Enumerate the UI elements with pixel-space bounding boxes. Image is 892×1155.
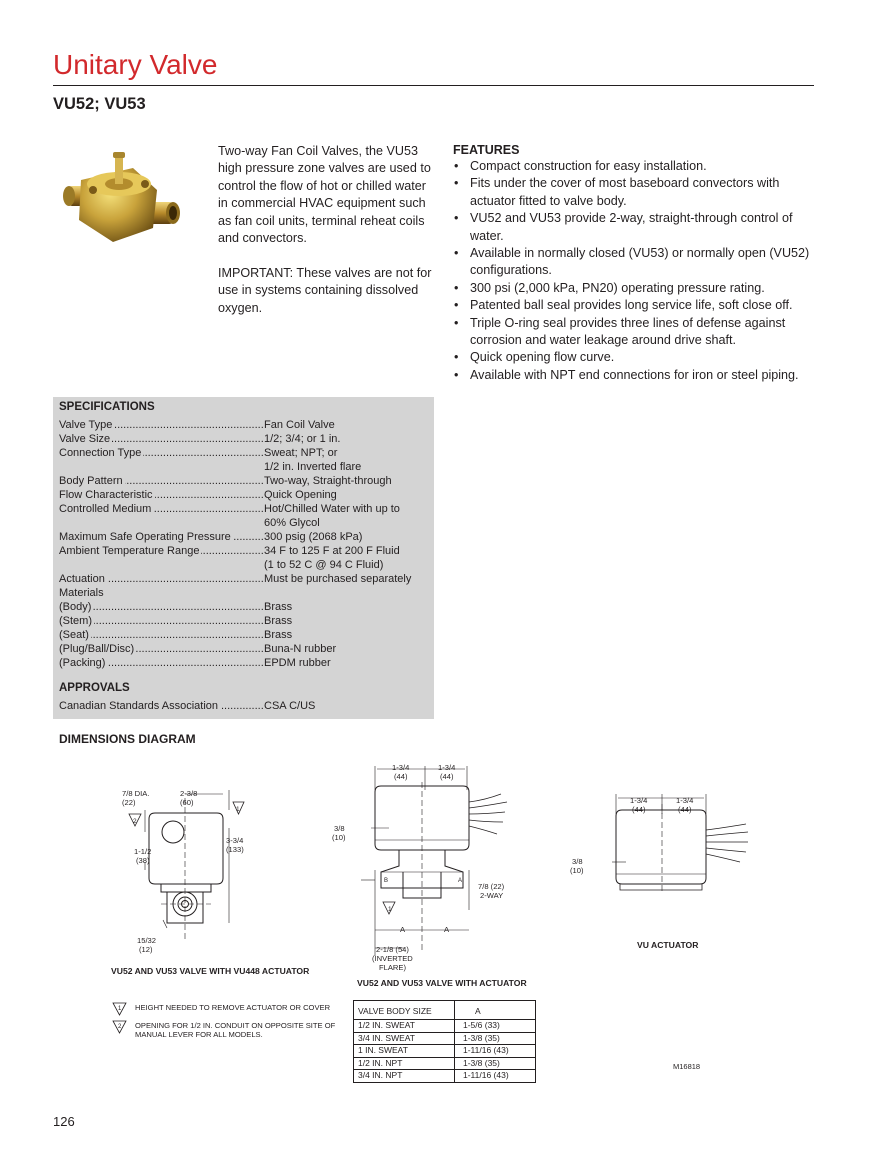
note-text: OPENING FOR 1/2 IN. CONDUIT ON OPPOSITE SITE OF MANUAL LEVER FOR ALL MODELS. — [135, 1021, 336, 1039]
fig1-center-label: 1-1/2 — [134, 847, 152, 856]
fig2-note1-marker: 1 — [388, 906, 392, 913]
fig3-caption: VU ACTUATOR — [637, 940, 699, 950]
intro-important: IMPORTANT: These valves are not for use in systems containing dissolved oxygen. — [218, 265, 432, 315]
intro-description: Two-way Fan Coil Valves, the VU53 high pressure zone valves are used to control the flow of hot or chilled water in commercial HVAC equipment such as fan coil units, terminal reheat coils and convectors. — [218, 144, 431, 246]
table-row — [354, 1020, 536, 1033]
fig2-drawing — [345, 760, 525, 960]
fig1-width-label: 2-3/8 — [180, 789, 198, 798]
spec-label: (Seat) — [59, 629, 89, 641]
table-row — [354, 1032, 536, 1045]
spec-label: (Body) — [59, 601, 92, 613]
feature-item: • Patented ball seal provides long service life, soft close off. — [453, 297, 823, 314]
spec-label: Actuation — [59, 573, 105, 585]
table-cell: 1-3/8 (35) — [455, 1057, 536, 1070]
title-rule — [53, 85, 814, 86]
table-row — [354, 1070, 536, 1083]
table-cell: 1-11/16 (43) — [455, 1070, 536, 1083]
table-row — [354, 1045, 536, 1058]
fig2-a-dim-left: A — [400, 925, 406, 934]
fig3-dim-a2: 1-3/4 — [676, 796, 694, 805]
approval-value: CSA C/US — [264, 700, 316, 712]
spec-value: Two-way, Straight-through — [264, 475, 392, 487]
fig1-note2-marker: 2 — [133, 818, 137, 825]
fig1-dia-mm: (22) — [122, 798, 136, 807]
spec-label: (Stem) — [59, 615, 92, 627]
feature-item: • VU52 and VU53 provide 2-way, straight-through control of water. — [453, 210, 823, 245]
spec-value: 34 F to 125 F at 200 F Fluid — [264, 545, 400, 557]
fig1-dia-label: 7/8 DIA. — [122, 789, 150, 798]
valve-photo — [53, 150, 188, 250]
table-header: A — [455, 1001, 536, 1020]
page-subtitle: VU52; VU53 — [53, 95, 146, 113]
fig2-dim-a1: 1-3/4 — [392, 763, 410, 772]
spec-value: Buna-N rubber — [264, 643, 337, 655]
table-header: VALVE BODY SIZE — [354, 1001, 455, 1020]
fig2-a-dim-right: A — [444, 925, 450, 934]
spec-value: Brass — [264, 615, 293, 627]
feature-item: • 300 psi (2,000 kPa, PN20) operating pressure rating. — [453, 280, 823, 297]
fig2-a-marker: A — [458, 878, 463, 884]
spec-value: 300 psig (2068 kPa) — [264, 531, 363, 543]
table-cell: 1/2 IN. SWEAT — [354, 1020, 455, 1033]
specifications-heading: SPECIFICATIONS — [59, 401, 155, 413]
page-number: 126 — [53, 1114, 75, 1129]
note-item — [112, 1003, 352, 1017]
spec-value: (1 to 52 C @ 94 C Fluid) — [264, 559, 384, 571]
table-row — [354, 1057, 536, 1070]
fig2-pipe-label: 7/8 (22) — [478, 882, 505, 891]
fig2-caption: VU52 AND VU53 VALVE WITH ACTUATOR — [357, 978, 527, 988]
fig3-dim-a2-mm: (44) — [678, 805, 692, 814]
fig2-flare-label2: (INVERTED — [372, 954, 413, 963]
feature-item: • Available in normally closed (VU53) or normally open (VU52) configurations. — [453, 245, 823, 280]
spec-label: Valve Type — [59, 419, 113, 431]
spec-value: Brass — [264, 601, 293, 613]
specifications-panel — [53, 397, 434, 719]
dimensions-heading: DIMENSIONS DIAGRAM — [59, 732, 196, 746]
note-number: 2 — [118, 1024, 122, 1030]
fig2-dim-a2-mm: (44) — [440, 772, 454, 781]
fig1-height-mm: (133) — [226, 845, 244, 854]
spec-value: Fan Coil Valve — [264, 419, 335, 431]
spec-value: Brass — [264, 629, 293, 641]
spec-label: Connection Type — [59, 447, 142, 459]
table-header-row — [354, 1001, 536, 1020]
fig1-caption: VU52 AND VU53 VALVE WITH VU448 ACTUATOR — [111, 966, 310, 976]
table-cell: 3/4 IN. NPT — [354, 1070, 455, 1083]
spec-label: Valve Size — [59, 433, 111, 445]
feature-item: • Compact construction for easy installation. — [453, 158, 823, 175]
spec-value: EPDM rubber — [264, 657, 331, 669]
page-title: Unitary Valve — [53, 49, 218, 80]
fig2-dim-a1-mm: (44) — [394, 772, 408, 781]
spec-label: Maximum Safe Operating Pressure — [59, 531, 231, 543]
spec-value: Must be purchased separately — [264, 573, 412, 585]
approval-label: Canadian Standards Association — [59, 700, 218, 712]
spec-value: 60% Glycol — [264, 517, 320, 529]
feature-item: • Fits under the cover of most baseboard convectors with actuator fitted to valve body. — [453, 175, 823, 210]
figure-code: M16818 — [673, 1062, 701, 1071]
table-cell: 1-11/16 (43) — [455, 1045, 536, 1058]
valve-size-table — [353, 1000, 536, 1083]
table-cell: 1/2 IN. NPT — [354, 1057, 455, 1070]
note-item — [112, 1021, 352, 1039]
fig1-bottom-mm: (12) — [139, 945, 153, 954]
fig1-drawing — [105, 780, 265, 960]
spec-value: 1/2 in. Inverted flare — [264, 461, 362, 473]
fig2-pipe-label2: 2-WAY — [480, 891, 504, 900]
fig1-bottom-label: 15/32 — [137, 936, 157, 945]
note-number: 1 — [118, 1006, 122, 1012]
spec-value: 1/2; 3/4; or 1 in. — [264, 433, 341, 445]
features-list — [453, 158, 823, 384]
spec-label: Body Pattern — [59, 475, 123, 487]
feature-item: • Available with NPT end connections for iron or steel piping. — [453, 367, 823, 384]
features-section — [453, 143, 823, 384]
approvals-heading: APPROVALS — [59, 682, 130, 694]
fig2-flare-label: 2-1/8 (54) — [376, 945, 409, 954]
table-cell: 3/4 IN. SWEAT — [354, 1032, 455, 1045]
fig1-center-mm: (38) — [136, 856, 150, 865]
fig1-width-mm: (60) — [180, 798, 194, 807]
fig3-dim-a1: 1-3/4 — [630, 796, 648, 805]
fig2-dim-s: 3/8 — [334, 824, 345, 833]
table-cell: 1-5/6 (33) — [455, 1020, 536, 1033]
features-heading: FEATURES — [453, 143, 520, 157]
fig2-dim-s-mm: (10) — [332, 833, 346, 842]
spec-label: Flow Characteristic — [59, 489, 153, 501]
table-cell: 1 IN. SWEAT — [354, 1045, 455, 1058]
feature-item: • Quick opening flow curve. — [453, 349, 823, 366]
fig2-dim-a2: 1-3/4 — [438, 763, 456, 772]
fig1-height-label: 3-3/4 — [226, 836, 244, 845]
fig3-dim-s: 3/8 — [572, 857, 583, 866]
spec-value: Sweat; NPT; or — [264, 447, 338, 459]
spec-label: Ambient Temperature Range — [59, 545, 200, 557]
note-text: HEIGHT NEEDED TO REMOVE ACTUATOR OR COVER — [135, 1003, 331, 1012]
feature-item: • Triple O-ring seal provides three lines of defense against corrosion and water leakage around drive shaft. — [453, 315, 823, 350]
spec-value: Quick Opening — [264, 489, 337, 501]
fig3-dim-a1-mm: (44) — [632, 805, 646, 814]
fig1-note1-marker: 1 — [236, 806, 240, 813]
fig2-flare-label3: FLARE) — [379, 963, 407, 972]
spec-label: (Plug/Ball/Disc) — [59, 643, 135, 655]
intro-text — [218, 143, 433, 334]
table-cell: 1-3/8 (35) — [455, 1032, 536, 1045]
spec-label: Controlled Medium — [59, 503, 152, 515]
spec-value: Hot/Chilled Water with up to — [264, 503, 400, 515]
fig3-dim-s-mm: (10) — [570, 866, 584, 875]
fig2-b-marker: B — [384, 878, 389, 884]
spec-label: (Packing) — [59, 657, 106, 669]
materials-label: Materials — [59, 587, 104, 599]
